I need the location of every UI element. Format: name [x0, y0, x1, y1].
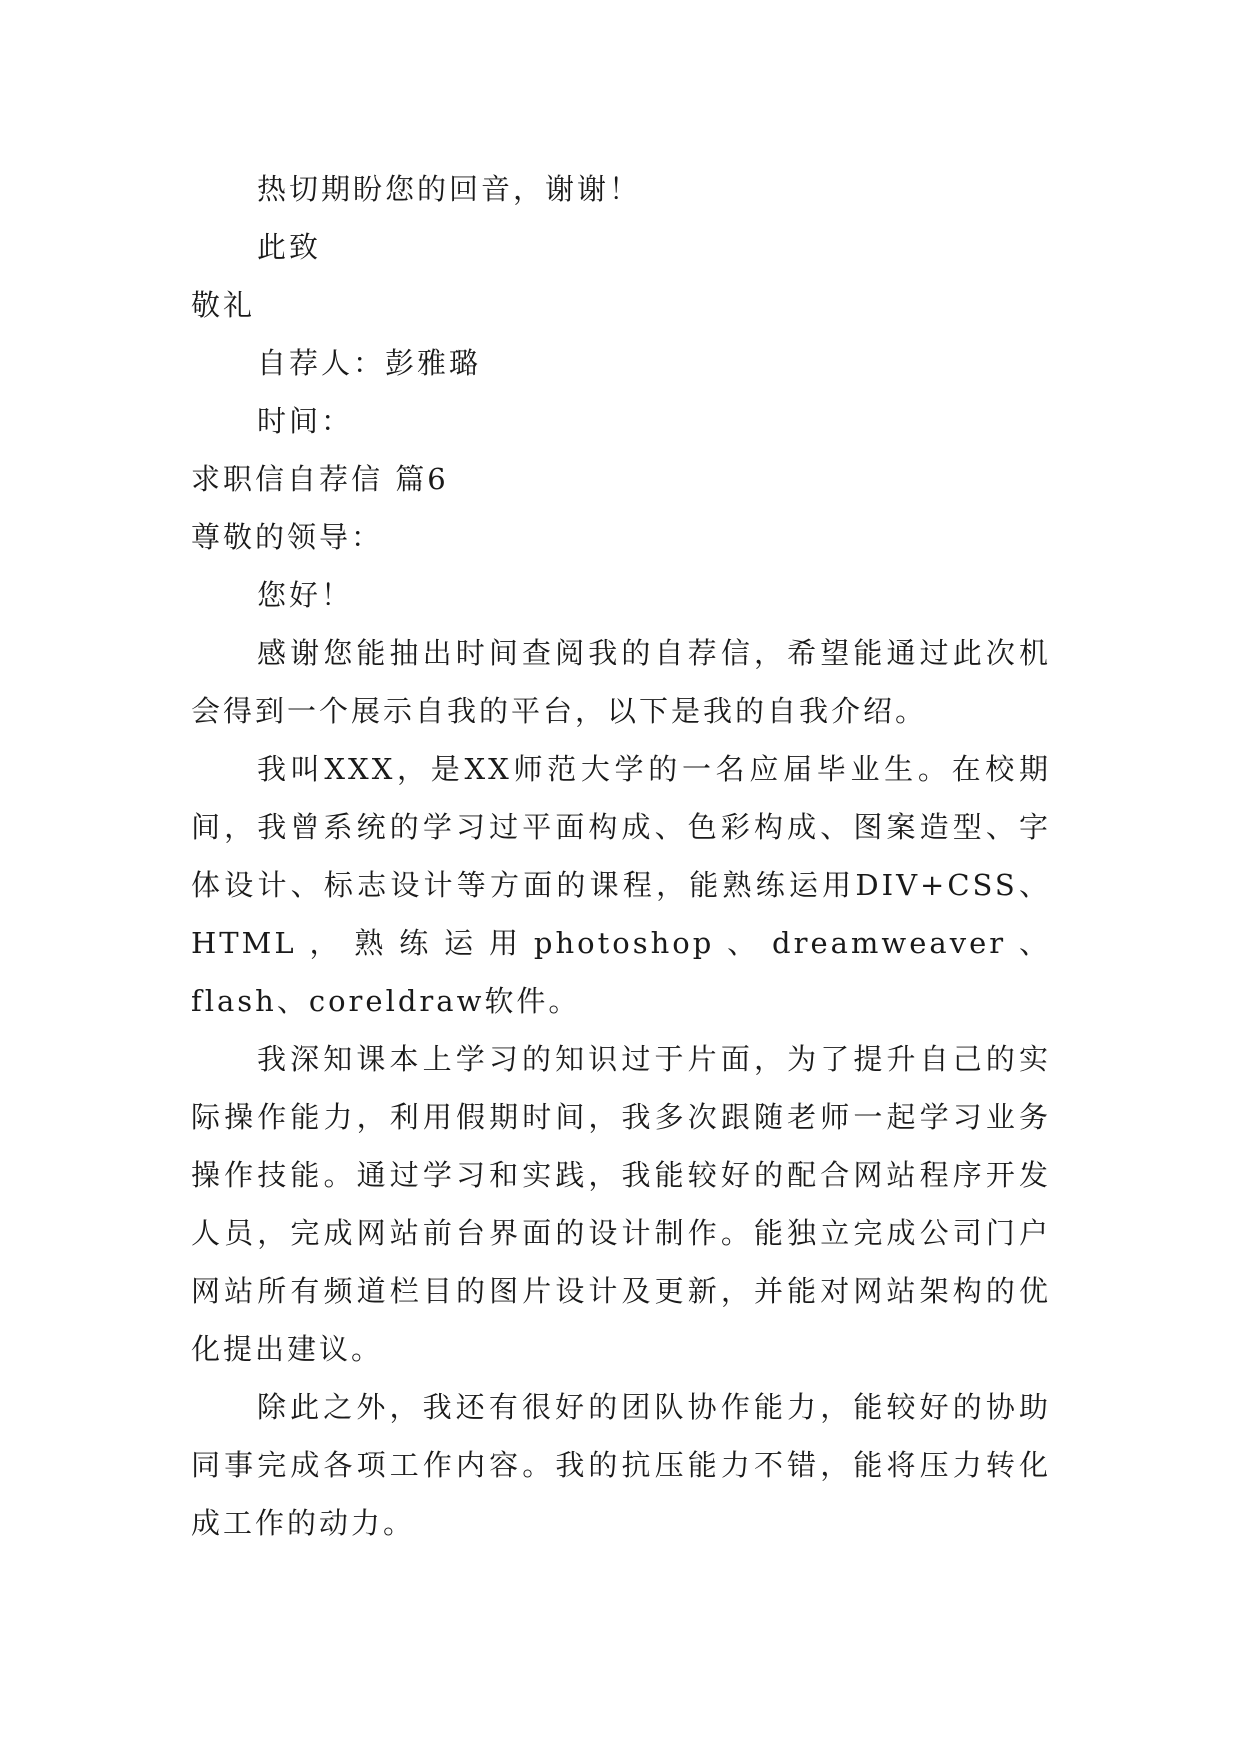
body-paragraph: 我叫XXX，是XX师范大学的一名应届毕业生。在校期间，我曾系统的学习过平面构成、色彩构成、图案造型、字体设计、标志设计等方面的课程，能熟练运用DIV+CSS、HTML，熟练运用photoshop、dreamweaver、flash、coreldraw软件。 [191, 752, 1051, 1018]
closing-line: 热切期盼您的回音，谢谢！ [257, 172, 642, 206]
section-heading: 求职信自荐信 篇6 [191, 462, 449, 496]
date-line: 时间： [257, 404, 354, 438]
body-paragraph: 我深知课本上学习的知识过于片面，为了提升自己的实际操作能力，利用假期时间，我多次跟随老师一起学习业务操作技能。通过学习和实践，我能较好的配合网站程序开发人员，完成网站前台界面的设计制作。能独立完成公司门户网站所有频道栏目的图片设计及更新，并能对网站架构的优化提出建议。 [191, 1042, 1051, 1366]
salutation-line-2: 敬礼 [191, 288, 256, 322]
document-body [191, 160, 1051, 1552]
body-paragraph: 感谢您能抽出时间查阅我的自荐信，希望能通过此次机会得到一个展示自我的平台，以下是我的自我介绍。 [191, 636, 1051, 728]
addressee-line: 尊敬的领导： [191, 520, 384, 554]
signer-line: 自荐人：彭雅璐 [257, 346, 482, 380]
body-paragraph: 除此之外，我还有很好的团队协作能力，能较好的协助同事完成各项工作内容。我的抗压能力不错，能将压力转化成工作的动力。 [191, 1390, 1051, 1540]
salutation-line-1: 此致 [257, 230, 322, 264]
greeting-line: 您好！ [257, 578, 354, 612]
